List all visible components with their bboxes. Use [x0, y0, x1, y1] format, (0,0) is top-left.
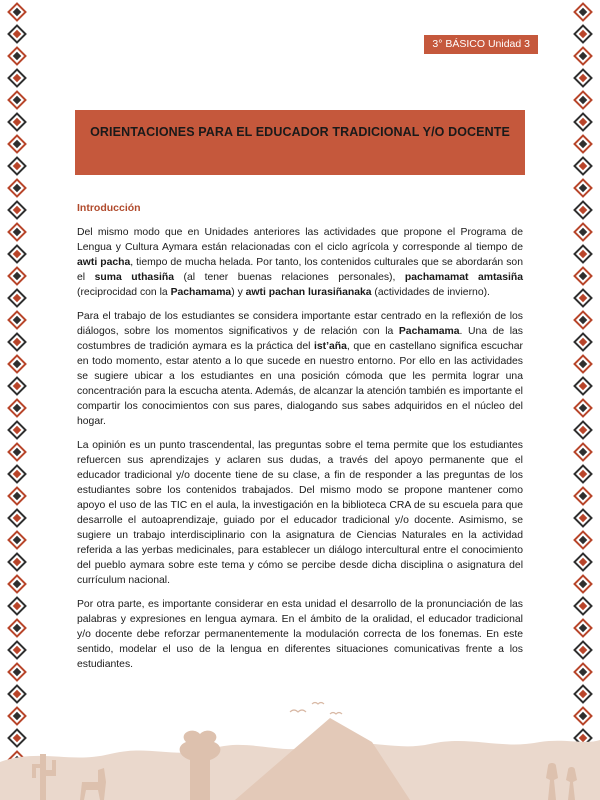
border-motif — [7, 464, 27, 484]
text: (reciprocidad con la — [77, 287, 171, 298]
bird — [330, 713, 342, 715]
section-title: Introducción — [77, 202, 141, 214]
border-motif — [7, 2, 27, 22]
border-motif — [573, 178, 593, 198]
text: , tiempo de mucha helada. Por tanto, los contenidos culturales que se abordarán son el — [77, 257, 523, 283]
border-motif — [573, 486, 593, 506]
border-motif — [573, 376, 593, 396]
border-motif — [573, 618, 593, 638]
border-motif — [573, 596, 593, 616]
paragraph-2 — [77, 309, 523, 429]
border-motif — [7, 24, 27, 44]
border-motif — [7, 376, 27, 396]
border-motif — [573, 46, 593, 66]
border-motif — [573, 266, 593, 286]
border-motif — [7, 596, 27, 616]
border-motif — [7, 178, 27, 198]
unit-tag: 3° BÁSICO Unidad 3 — [424, 35, 538, 54]
border-motif — [573, 222, 593, 242]
border-motif — [7, 134, 27, 154]
border-motif — [7, 618, 27, 638]
border-motif — [573, 244, 593, 264]
term-pachamama: Pachamama — [398, 326, 460, 337]
border-motif — [7, 46, 27, 66]
text: ) y — [231, 287, 246, 298]
border-motif — [573, 464, 593, 484]
page-title: ORIENTACIONES PARA EL EDUCADOR TRADICIONAL Y/O DOCENTE — [90, 125, 510, 139]
border-motif — [573, 332, 593, 352]
border-motif — [573, 574, 593, 594]
border-motif — [573, 2, 593, 22]
border-motif — [573, 134, 593, 154]
border-motif — [573, 640, 593, 660]
border-motif — [573, 420, 593, 440]
border-motif — [573, 288, 593, 308]
term-pachamamat-amtasina: pachamamat amtasiña — [404, 272, 524, 283]
border-motif — [7, 486, 27, 506]
border-motif — [573, 530, 593, 550]
term-awti-pacha: awti pacha — [77, 257, 131, 268]
border-motif — [7, 222, 27, 242]
border-motif — [7, 112, 27, 132]
text: (al tener buenas relaciones personales), — [174, 272, 405, 283]
border-motif — [7, 68, 27, 88]
text: . Una de las costumbres de tradición aymara es la práctica del — [77, 326, 523, 352]
border-motif — [573, 552, 593, 572]
border-motif — [573, 24, 593, 44]
border-motif — [7, 574, 27, 594]
border-motif — [573, 354, 593, 374]
border-motif — [573, 442, 593, 462]
border-motif — [7, 662, 27, 682]
text: , que en castellano significa escuchar en todo momento, estar atento a lo que sucede en nuestro entorno. Por ello en las actividades se sugiere ubicar a los estudiantes en una posición cómoda que les permita lograr una concentración para la escucha atenta. Además, de alcanzar la atención también es importante el compartir los conocimientos con sus pares, dialogando sus sabes adquiridos en el núcleo del hogar. — [77, 341, 523, 427]
decorative-border-left — [4, 0, 30, 800]
landscape-illustration — [0, 690, 600, 800]
border-motif — [7, 508, 27, 528]
text: Para el trabajo de los estudiantes se considera importante estar centrado en la reflexión de los diálogos, sobre los momentos significativos y de relación con la — [77, 311, 523, 337]
border-motif — [7, 354, 27, 374]
border-motif — [7, 200, 27, 220]
border-motif — [573, 90, 593, 110]
border-motif — [7, 530, 27, 550]
border-motif — [7, 442, 27, 462]
bird — [290, 710, 306, 712]
border-motif — [7, 244, 27, 264]
border-motif — [7, 156, 27, 176]
border-motif — [7, 288, 27, 308]
border-motif — [573, 398, 593, 418]
border-motif — [7, 266, 27, 286]
bird — [312, 703, 324, 705]
border-motif — [7, 640, 27, 660]
term-istana: ist’aña — [313, 341, 347, 352]
text: Del mismo modo que en Unidades anteriores las actividades que propone el Programa de Lengua y Cultura Aymara están relacionadas con el ciclo agrícola y corresponde al tiempo de — [77, 227, 523, 253]
decorative-border-right — [570, 0, 596, 800]
term-awti-pachan-lurasinanaka: awti pachan lurasiñanaka — [245, 287, 372, 298]
border-motif — [573, 156, 593, 176]
border-motif — [7, 310, 27, 330]
border-motif — [573, 112, 593, 132]
term-pachamama: Pachamama — [170, 287, 232, 298]
paragraph-3: La opinión es un punto trascendental, las preguntas sobre el tema permite que los estudiantes refuercen sus aprendizajes y aclaren sus dudas, a través del apoyo permanente que el educador tradicional y/o docente tiene de su clase, a fin de responder a las preguntas de los estudiantes sobre los contenidos trabajados. Del mismo modo se propone mantener como apoyo el uso de las TIC en el aula, la investigación en la biblioteca CRA de su escuela para que desarrolle el autoaprendizaje, guiado por el educador tradicional y/o docente. Asimismo, se sugiere un trabajo interdisciplinario con la asignatura de Ciencias Naturales en la actividad referida a las yerbas medicinales, para establecer un diálogo intercultural entre el conocimiento del pueblo aymara sobre este tema y cómo se percibe desde dicha disciplina o asignatura del currículum nacional. — [77, 440, 523, 586]
text: (actividades de invierno). — [371, 287, 490, 298]
border-motif — [573, 310, 593, 330]
title-banner — [75, 110, 525, 175]
border-motif — [573, 68, 593, 88]
border-motif — [7, 90, 27, 110]
border-motif — [573, 508, 593, 528]
paragraph-4: Por otra parte, es importante considerar en esta unidad el desarrollo de la pronunciación de las palabras y expresiones en lengua aymara. En el ámbito de la oralidad, el educador tradicional y/o docente debe reforzar permanentemente la modulación correcta de los fonemas. En este sentido, modelar el uso de la lengua en diferentes situaciones comunicativas frente a los estudiantes. — [77, 599, 523, 670]
paragraph-1 — [77, 225, 523, 300]
border-motif — [7, 552, 27, 572]
border-motif — [7, 332, 27, 352]
border-motif — [573, 662, 593, 682]
border-motif — [7, 398, 27, 418]
body-content — [77, 225, 523, 681]
term-suma-uthasina: suma uthasiña — [94, 272, 174, 283]
border-motif — [7, 420, 27, 440]
border-motif — [573, 200, 593, 220]
